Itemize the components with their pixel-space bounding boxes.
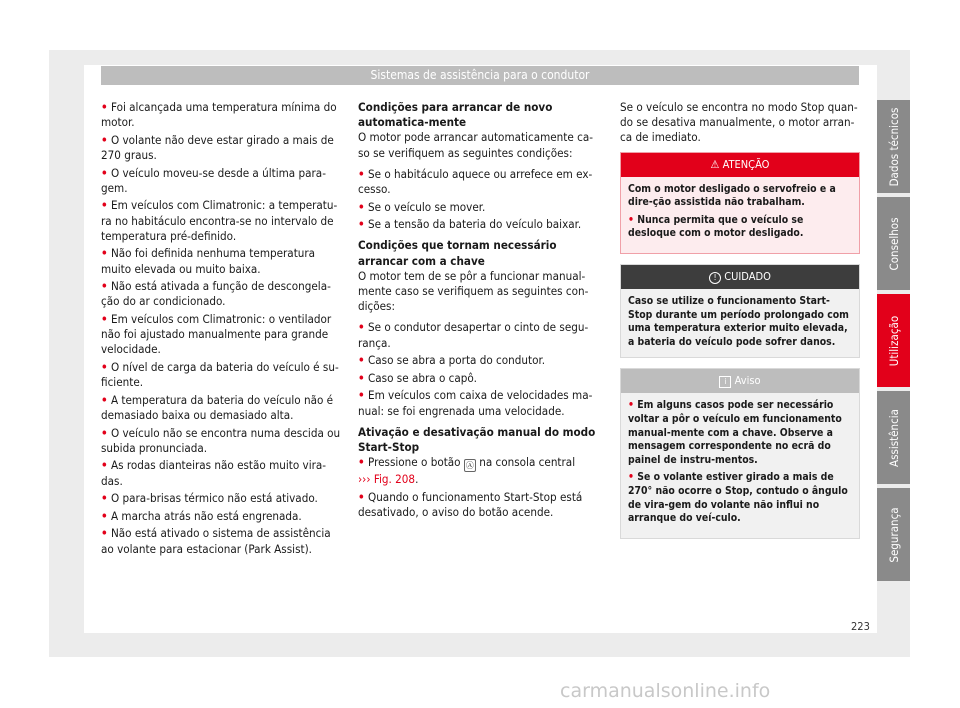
list-item: • O veículo moveu-se desde a última para-gem. [101, 165, 326, 195]
list-item: • As rodas dianteiras não estão muito vira-das. [101, 458, 327, 488]
list-item: • O veículo não se encontra numa descida ou subida pronunciada. [101, 425, 341, 455]
list-item: • A marcha atrás não está engrenada. [101, 508, 302, 523]
caution-body: Caso se utilize o funcionamento Start-Stop durante um período prolongado com uma temperatura exterior muito elevada, a bateria do veículo pode sofrer danos. [621, 289, 859, 357]
list-item: • O nível de carga da bateria do veículo é su-ficiente. [101, 359, 339, 390]
list-item: Com o motor desligado o servofreio e a dire-ção assistida não trabalham. [628, 182, 836, 209]
paragraph: O motor tem de se pôr a funcionar manual-mente caso se verifiquem as seguintes con-dições: [358, 268, 589, 314]
tab-assistencia[interactable]: Assistência [877, 391, 910, 484]
page-header: Sistemas de assistência para o condutor [101, 66, 859, 85]
column-1 [101, 100, 341, 559]
caution-box [620, 264, 860, 358]
caution-icon: ! [709, 272, 721, 284]
list-item: • Pressione o botão Ⓐ na consola central ››› Fig. 208. [358, 455, 576, 487]
list-item: • Em alguns casos pode ser necessário voltar a pôr o veículo em funcionamento manual-mente com a chave. Observe a mensagem correspondente no ecrã do painel de instru-mentos. [628, 399, 842, 466]
section-heading: Condições para arrancar de novo automatica-mente [358, 100, 553, 130]
watermark: carmanualsonline.info [560, 680, 771, 702]
list-item: • Caso se abra o capô. [358, 370, 477, 385]
list-item: • Em veículos com caixa de velocidades ma-nual: se foi engrenada uma velocidade. [358, 388, 593, 418]
list-item: • O para-brisas térmico não está ativado. [101, 491, 318, 506]
list-item: • Em veículos com Climatronic: a temperatu-ra no habitáculo encontra-se no intervalo de temperatura pré-definido. [101, 198, 338, 243]
list-item: • Se o volante estiver girado a mais de 270° não ocorre o Stop, contudo o ângulo de vira-gem do volante não influi no arranque do veí-culo. [628, 471, 848, 525]
figure-arrow: ››› [358, 472, 371, 487]
list-item: • Nunca permita que o veículo se desloque com o motor desligado. [628, 213, 804, 240]
page-number: 223 [851, 620, 870, 633]
list-item: • Se o habitáculo aquece ou arrefece em ex-cesso. [358, 166, 593, 197]
start-stop-button-icon: Ⓐ [465, 461, 474, 471]
warning-icon: ⚠ [710, 157, 720, 171]
figure-link[interactable]: Fig. 208 [373, 472, 416, 487]
list-item: • Se a tensão da bateria do veículo baixar. [358, 217, 582, 232]
list-item: • Não está ativado o sistema de assistência ao volante para estacionar (Park Assist). [101, 526, 331, 556]
column-3 [620, 100, 860, 549]
tab-seguranca[interactable]: Segurança [877, 488, 910, 581]
note-title: Aviso [734, 374, 761, 388]
note-header [621, 369, 859, 393]
list-item: • Caso se abra a porta do condutor. [358, 353, 546, 368]
tab-conselhos[interactable]: Conselhos [877, 197, 910, 290]
tab-utilizacao[interactable]: Utilização [877, 294, 910, 387]
tab-dados-tecnicos[interactable]: Dados técnicos [877, 100, 910, 193]
section-heading: Condições que tornam necessário arrancar com a chave [358, 238, 557, 268]
list-item: • Em veículos com Climatronic: o ventilador não foi ajustado manualmente para grande velocidade. [101, 311, 332, 357]
list-item: • Se o veículo se mover. [358, 199, 486, 214]
list-item: • A temperatura da bateria do veículo não é demasiado baixa ou demasiado alta. [101, 392, 334, 422]
note-box [620, 368, 860, 538]
list-item: • Se o condutor desapertar o cinto de segu-rança. [358, 320, 589, 350]
paragraph: Se o veículo se encontra no modo Stop quan-do se desativa manualmente, o motor arran-ca de imediato. [620, 100, 858, 145]
column-2 [358, 100, 603, 523]
list-item: • Quando o funcionamento Start-Stop está desativado, o aviso do botão acende. [358, 489, 583, 520]
warning-box [620, 152, 860, 254]
section-heading: Ativação e desativação manual do modo Start-Stop [358, 424, 596, 455]
list-item: • Não foi definida nenhuma temperatura muito elevada ou muito baixa. [101, 246, 316, 276]
caution-header [621, 265, 859, 289]
warning-title: ATENÇÃO [722, 157, 770, 171]
paragraph: O motor pode arrancar automaticamente ca-so se verifiquem as seguintes condições: [358, 130, 594, 160]
caution-title: CUIDADO [724, 269, 771, 283]
note-body [621, 393, 859, 537]
list-item: • O volante não deve estar girado a mais de 270 graus. [101, 132, 334, 162]
warning-body [621, 177, 859, 253]
list-item: • Não está ativada a função de descongela-ção do ar condicionado. [101, 279, 331, 309]
info-icon: i [719, 376, 731, 388]
warning-header [621, 153, 859, 177]
list-item: • Foi alcançada uma temperatura mínima do motor. [101, 100, 337, 130]
